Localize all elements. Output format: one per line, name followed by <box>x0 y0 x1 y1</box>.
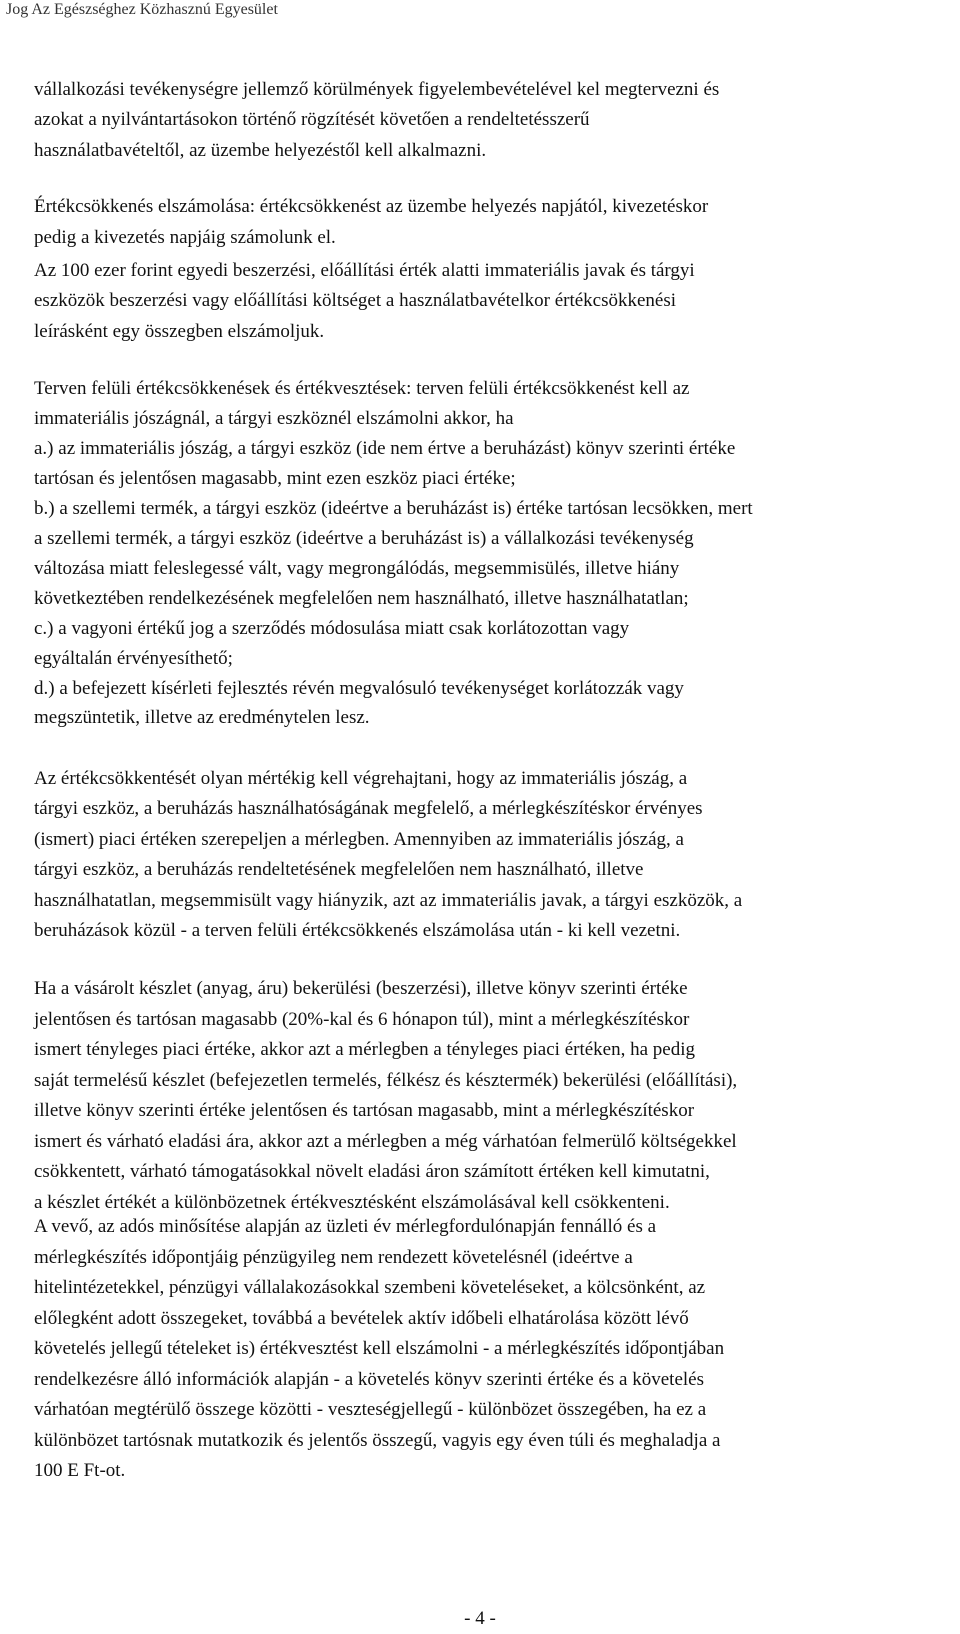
list-item-b: b.) a szellemi termék, a tárgyi eszköz (ideértve a beruházást is) értéke tartósan lecsökken, mert <box>34 497 753 519</box>
text-line: Ha a vásárolt készlet (anyag, áru) bekerülési (beszerzési), illetve könyv szerinti értéke <box>34 978 688 999</box>
paragraph-extraordinary-depreciation <box>34 374 936 733</box>
paragraph-depreciation-extent <box>34 764 936 946</box>
text-line: beruházások közül - a terven felüli értékcsökkenés elszámolása után - ki kell vezetni. <box>34 920 681 942</box>
paragraph-low-value-assets <box>34 256 936 347</box>
text-line: csökkentett, várható támogatásokkal növelt eladási áron számított értéken kell kimutatni, <box>34 1161 710 1182</box>
text-line: illetve könyv szerinti értéke jelentősen és tartósan magasabb, mint a mérlegkészítéskor <box>34 1100 695 1121</box>
text-line: a készlet értékét a különbözetnek értékvesztésként elszámolásával kell csökkenteni. <box>34 1191 670 1213</box>
list-item-c: c.) a vagyoni értékű jog a szerződés módosulása miatt csak korlátozottan vagy <box>34 617 630 639</box>
text-line: egyáltalán érvényesíthető; <box>34 647 233 669</box>
text-line: eszközök beszerzési vagy előállítási költséget a használatbavételkor értékcsökkenési <box>34 290 677 312</box>
text-line: ismert és várható eladási ára, akkor azt a mérlegben a még várhatóan felmerülő költségekkel <box>34 1130 737 1152</box>
text-line: rendelkezésre álló információk alapján - a követelés könyv szerinti értéke és a követelés <box>34 1368 704 1390</box>
text-line: mérlegkészítés időpontjáig pénzügyileg nem rendezett követelésnél (ideértve a <box>34 1246 633 1268</box>
text-line: saját termelésű készlet (befejezetlen termelés, félkész és késztermék) bekerülési (előállítási), <box>34 1069 738 1091</box>
text-line: vállalkozási tevékenységre jellemző körülmények figyelembevételével kel megtervezni és <box>34 79 720 100</box>
text-line: azokat a nyilvántartásokon történő rögzítését követően a rendeltetésszerű <box>34 109 590 131</box>
paragraph-asset-usage <box>34 75 936 166</box>
text-line: Értékcsökkenés elszámolása: értékcsökkenést az üzembe helyezés napjától, kivezetéskor <box>34 196 709 217</box>
text-line: tárgyi eszköz, a beruházás rendeltetésének megfelelően nem használható, illetve <box>34 859 644 881</box>
text-line: várhatóan megtérülő összege közötti - veszteségjellegű - különbözet összegében, ha ez a <box>34 1399 707 1420</box>
text-line: tartósan és jelentősen magasabb, mint ezen eszköz piaci értéke; <box>34 467 516 489</box>
text-line: pedig a kivezetés napjáig számolunk el. <box>34 226 336 248</box>
list-item-a: a.) az immateriális jószág, a tárgyi eszköz (ide nem értve a beruházást) könyv szerinti értéke <box>34 437 736 459</box>
text-line: követelés jellegű tételeket is) értékvesztést kell elszámolni - a mérlegkészítés időpontjában <box>34 1338 725 1359</box>
text-line: jelentősen és tartósan magasabb (20%-kal és 6 hónapon túl), mint a mérlegkészítéskor <box>34 1008 690 1030</box>
paragraph-inventory-impairment <box>34 974 936 1218</box>
text-line: használatbavételtől, az üzembe helyezéstől kell alkalmazni. <box>34 139 487 161</box>
text-line: immateriális jószágnál, a tárgyi eszköznél elszámolni akkor, ha <box>34 407 514 429</box>
text-line: változása miatt feleslegessé vált, vagy megrongálódás, megsemmisülés, illetve hiány <box>34 557 680 579</box>
text-line: Az értékcsökkentését olyan mértékig kell végrehajtani, hogy az immateriális jószág, a <box>34 768 688 789</box>
paragraph-receivables-impairment <box>34 1212 936 1487</box>
text-line: megszüntetik, illetve az eredménytelen lesz. <box>34 707 370 729</box>
list-item-d: d.) a befejezett kísérleti fejlesztés révén megvalósuló tevékenységet korlátozzák vagy <box>34 677 684 699</box>
text-line: (ismert) piaci értéken szerepeljen a mérlegben. Amennyiben az immateriális jószág, a <box>34 828 684 850</box>
text-line: a szellemi termék, a tárgyi eszköz (ideértve a beruházást is) a vállalkozási tevékenység <box>34 527 694 549</box>
paragraph-depreciation-accounting <box>34 192 936 253</box>
text-line: különbözet tartósnak mutatkozik és jelentős összegű, vagyis egy éven túli és meghaladja a <box>34 1429 721 1451</box>
text-line: A vevő, az adós minősítése alapján az üzleti év mérlegfordulónapján fennálló és a <box>34 1216 657 1237</box>
text-line: 100 E Ft-ot. <box>34 1460 126 1481</box>
page-header: Jog Az Egészséghez Közhasznú Egyesület <box>6 1 278 18</box>
text-line: Terven felüli értékcsökkenések és értékvesztések: terven felüli értékcsökkenést kell az <box>34 378 690 399</box>
text-line: hitelintézetekkel, pénzügyi vállalakozásokkal szembeni követeléseket, a kölcsönként, az <box>34 1277 706 1298</box>
text-line: leírásként egy összegben elszámoljuk. <box>34 320 325 342</box>
text-line: előlegként adott összegeket, továbbá a bevételek aktív időbeli elhatárolása között lévő <box>34 1307 689 1329</box>
text-line: Az 100 ezer forint egyedi beszerzési, előállítási érték alatti immateriális javak és tárgyi <box>34 260 695 281</box>
text-line: ismert tényleges piaci értéke, akkor azt a mérlegben a tényleges piaci értéken, ha pedig <box>34 1039 696 1060</box>
text-line: tárgyi eszköz, a beruházás használhatóságának megfelelő, a mérlegkészítéskor érvényes <box>34 798 703 820</box>
text-line: következtében rendelkezésének megfelelően nem használható, illetve használhatatlan; <box>34 587 689 609</box>
page-number: - 4 - <box>464 1608 496 1629</box>
text-line: használhatatlan, megsemmisült vagy hiányzik, azt az immateriális javak, a tárgyi eszközök, a <box>34 889 743 911</box>
